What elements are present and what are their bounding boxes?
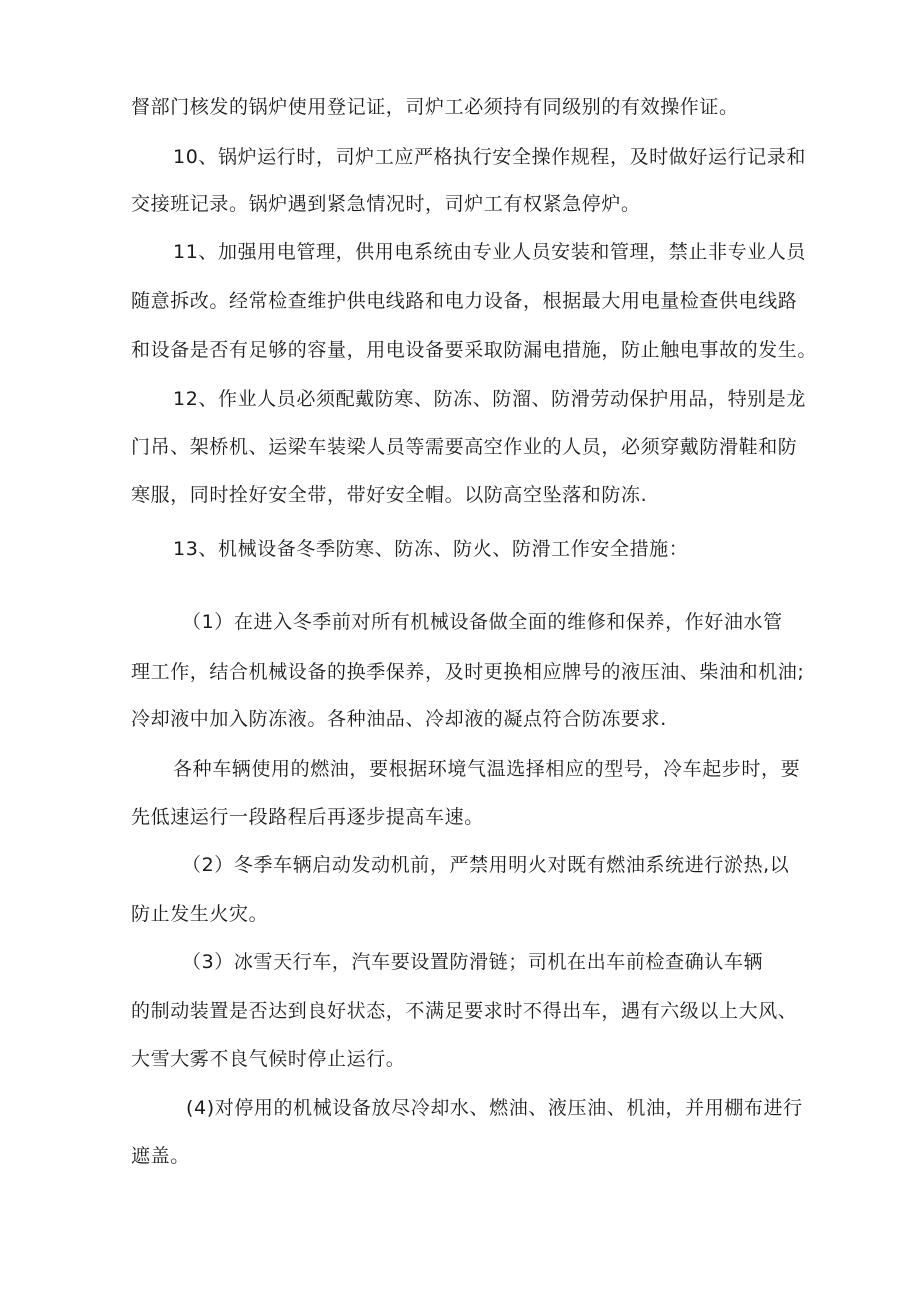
text-line: （1）在进入冬季前对所有机械设备做全面的维修和保养，作好油水管 [182,611,783,633]
text-line: 12、作业人员必须配戴防寒、防冻、防溜、防滑劳动保护用品，特别是龙 [173,388,806,410]
text-line: 各种车辆使用的燃油，要根据环境气温选择相应的型号，冷车起步时，要 [173,758,801,780]
text-line: 遮盖。 [131,1145,190,1167]
text-line: 交接班记录。锅炉遇到紧急情况时，司炉工有权紧急停炉。 [131,193,641,215]
text-line: 先低速运行一段路程后再逐步提高车速。 [131,806,484,828]
text-line: 寒服，同时拴好安全带，带好安全帽。以防高空坠落和防冻. [131,484,648,506]
text-line: (4)对停用的机械设备放尽冷却水、燃油、液压油、机油，并用棚布进行 [186,1097,803,1119]
text-line: 门吊、架桥机、运梁车装梁人员等需要高空作业的人员，必须穿戴防滑鞋和防 [131,436,798,458]
text-line: 冷却液中加入防冻液。各种油品、冷却液的凝点符合防冻要求. [131,708,667,730]
text-line: 11、加强用电管理，供用电系统由专业人员安装和管理，禁止非专业人员 [173,241,806,263]
text-line: （3）冰雪天行车，汽车要设置防滑链；司机在出车前检查确认车辆 [182,951,764,973]
text-line: 督部门核发的锅炉使用登记证，司炉工必须持有同级别的有效操作证。 [131,96,739,118]
text-line: 和设备是否有足够的容量，用电设备要采取防漏电措施，防止触电事故的发生。 [131,339,818,361]
text-line: 10、锅炉运行时，司炉工应严格执行安全操作规程，及时做好运行记录和 [173,146,806,168]
text-line: 13、机械设备冬季防寒、防冻、防火、防滑工作安全措施： [173,538,689,560]
text-line: 防止发生火灾。 [131,903,269,925]
text-line: 的制动装置是否达到良好状态，不满足要求时不得出车，遇有六级以上大风、 [131,1000,798,1022]
text-line: （2）冬季车辆启动发动机前，严禁用明火对既有燃油系统进行淤热,以 [182,854,790,876]
text-line: 大雪大雾不良气候时停止运行。 [131,1048,406,1070]
text-line: 随意拆改。经常检查维护供电线路和电力设备，根据最大用电量检查供电线路 [131,290,798,312]
text-line: 理工作，结合机械设备的换季保养，及时更换相应牌号的液压油、柴油和机油; [131,661,805,683]
